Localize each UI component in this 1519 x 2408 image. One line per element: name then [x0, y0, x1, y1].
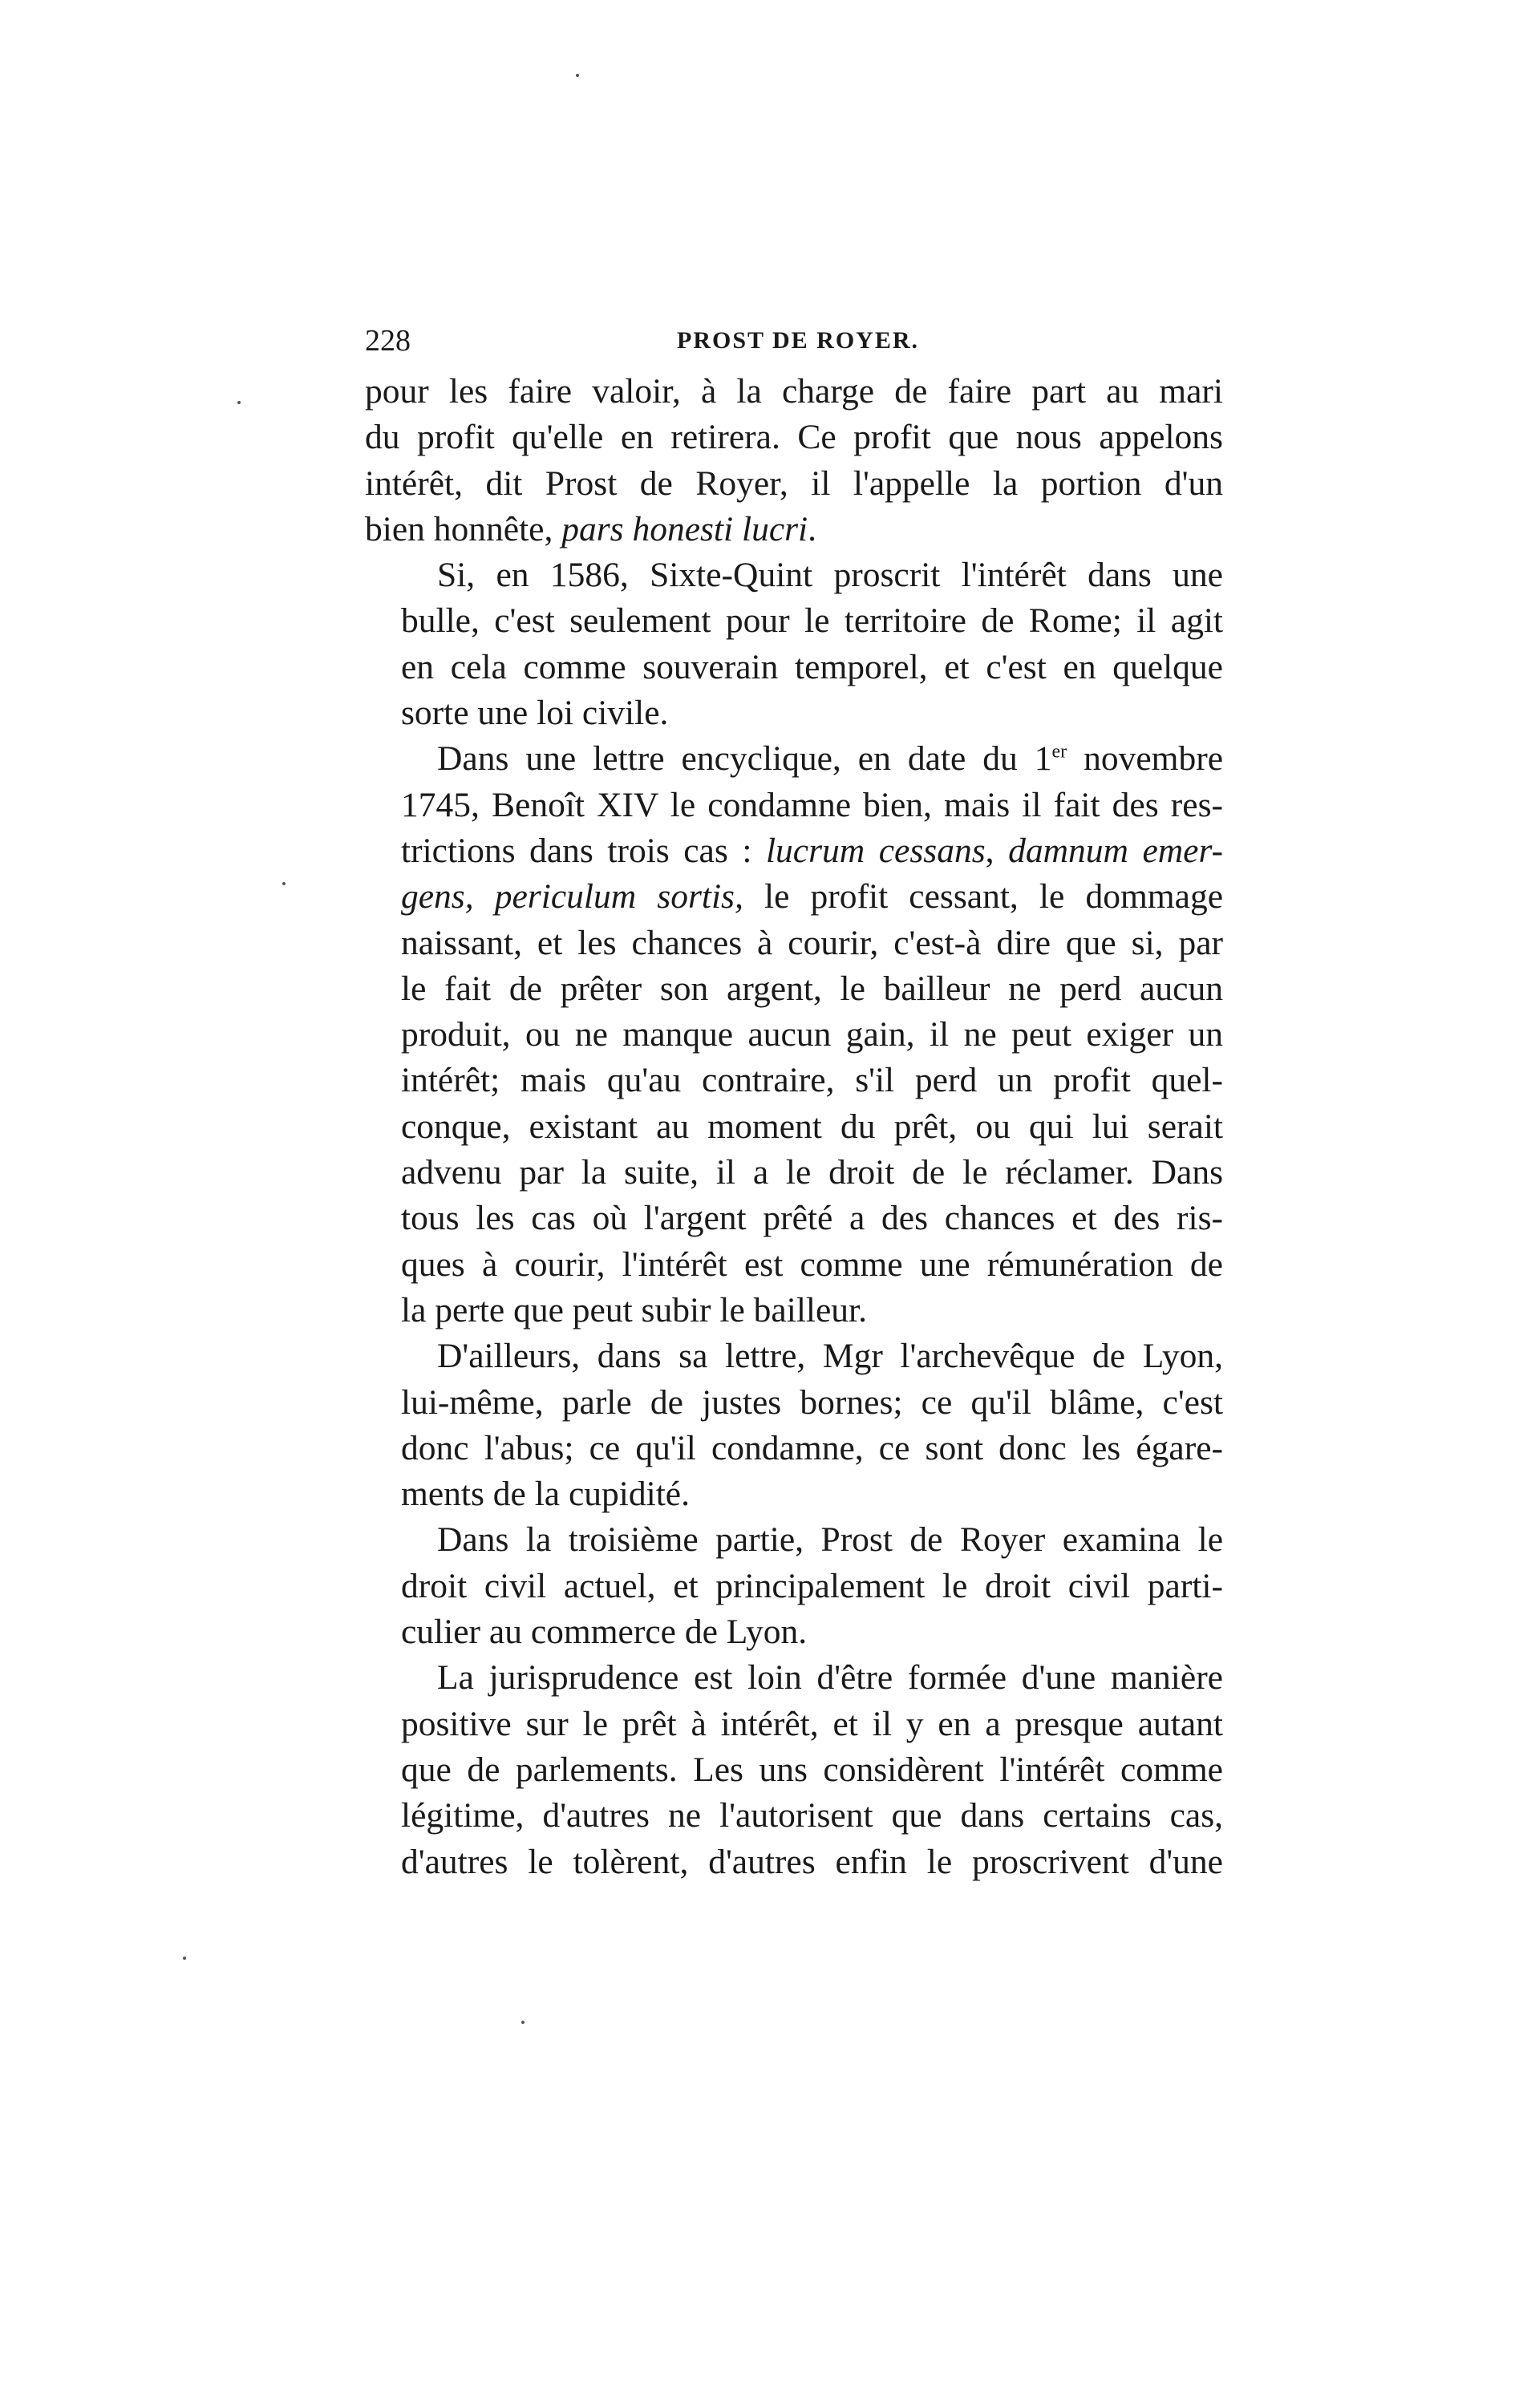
text-line: Dans la troisième partie, Prost de Royer examina le [437, 1520, 1223, 1560]
text-line: tous les cas où l'argent prêté a des chances et des ris- [401, 1199, 1223, 1238]
text-line: D'ailleurs, dans sa lettre, Mgr l'archevêque de Lyon, [437, 1337, 1223, 1376]
paragraph [365, 1655, 1223, 1884]
text-line: lui-même, parle de justes bornes; ce qu'il blâme, c'est [401, 1382, 1223, 1422]
text-line: le fait de prêter son argent, le bailleur ne perd aucun [401, 969, 1223, 1008]
text-run: Dans une lettre encyclique, en date du 1 [437, 739, 1052, 779]
text-line: d'autres le tolèrent, d'autres enfin le proscrivent d'une [401, 1842, 1223, 1881]
text-line: intérêt; mais qu'au contraire, s'il perd un profit quel- [401, 1061, 1223, 1100]
text-run: trictions dans trois cas : [401, 831, 766, 870]
text-line: intérêt, dit Prost de Royer, il l'appelle la portion d'un [365, 463, 1223, 503]
scan-speck [237, 401, 241, 404]
scan-speck [282, 882, 286, 885]
text-line: positive sur le prêt à intérêt, et il y en a presque autant [401, 1704, 1223, 1743]
text-line: conque, existant au moment du prêt, ou qui lui serait [401, 1107, 1223, 1146]
text-line [365, 874, 1223, 920]
text-run: novembre [1067, 739, 1223, 779]
text-run: bien honnête, [365, 509, 562, 548]
text-line: produit, ou ne manque aucun gain, il ne peut exiger un [401, 1015, 1223, 1054]
text-line: la perte que peut subir le bailleur. [401, 1290, 868, 1329]
text-line: Si, en 1586, Sixte-Quint proscrit l'intérêt dans une [437, 556, 1223, 595]
text-line: donc l'abus; ce qu'il condamne, ce sont donc les égare- [401, 1428, 1223, 1467]
scan-speck [521, 2021, 525, 2024]
text-line: naissant, et les chances à courir, c'est-à dire que si, par [401, 923, 1223, 962]
text-line: culier au commerce de Lyon. [401, 1613, 808, 1652]
paragraph [365, 1517, 1223, 1655]
page-number: 228 [365, 324, 411, 358]
text-line: sorte une loi civile. [401, 694, 669, 733]
italic-text: pars honesti lucri [561, 509, 808, 548]
italic-text: gens, periculum sortis, [401, 877, 743, 917]
italic-text: damnum emer- [1008, 831, 1224, 870]
text-line [365, 736, 1223, 782]
text-line: en cela comme souverain temporel, et c'est en quelque [401, 647, 1223, 686]
paragraph [365, 736, 1223, 1334]
text-line: La jurisprudence est loin d'être formée d'une manière [437, 1658, 1223, 1698]
text-line [365, 507, 1223, 552]
text-line: que de parlements. Les uns considèrent l'intérêt comme [401, 1750, 1223, 1789]
paragraph [365, 552, 1223, 736]
text-line: ques à courir, l'intérêt est comme une rémunération de [401, 1244, 1223, 1284]
text-line: bulle, c'est seulement pour le territoire de Rome; il agit [401, 601, 1223, 641]
text-run: , [985, 831, 1009, 870]
text-run: . [808, 509, 817, 548]
text-line: droit civil actuel, et principalement le droit civil parti- [401, 1566, 1223, 1605]
running-title: PROST DE ROYER. [677, 327, 919, 354]
body-text [365, 369, 1223, 1885]
text-line: 1745, Benoît XIV le condamne bien, mais il fait des res- [401, 785, 1223, 824]
text-run: le profit cessant, le dommage [743, 877, 1223, 917]
text-line: ments de la cupidité. [401, 1475, 690, 1514]
text-line: advenu par la suite, il a le droit de le réclamer. Dans [401, 1153, 1223, 1192]
text-line [365, 828, 1223, 874]
scan-speck [183, 1957, 186, 1960]
italic-text: lucrum cessans [765, 831, 986, 870]
text-line: pour les faire valoir, à la charge de faire part au mari [365, 372, 1223, 411]
scan-speck [576, 74, 579, 77]
paragraph [365, 1334, 1223, 1517]
superscript: er [1051, 741, 1067, 763]
text-line: légitime, d'autres ne l'autorisent que dans certains cas, [401, 1796, 1223, 1835]
running-head [365, 317, 1231, 365]
paragraph [365, 369, 1223, 552]
text-line: du profit qu'elle en retirera. Ce profit que nous appelons [365, 418, 1223, 457]
